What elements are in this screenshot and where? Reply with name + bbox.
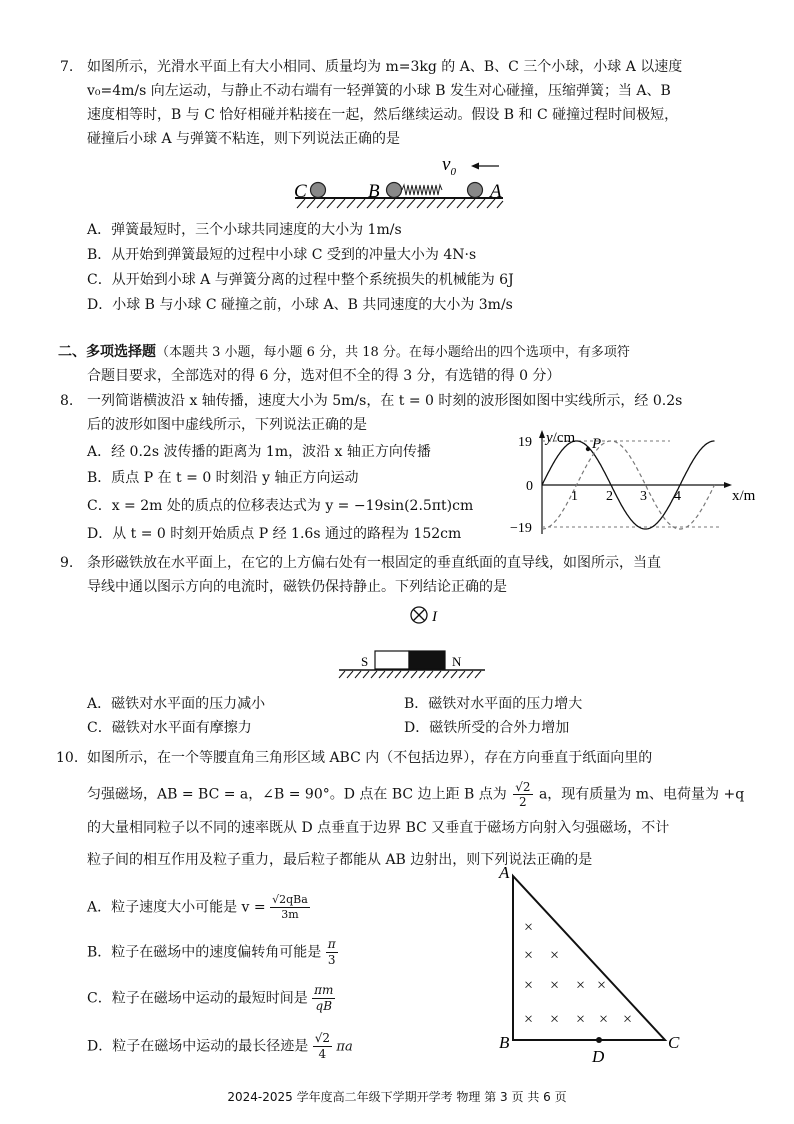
q8-label-p: P [592,436,602,452]
q9-label-s: S [361,654,369,669]
q9-label-n: N [452,654,462,669]
page-footer: 2024-2025 学年度高二年级下学期开学考 物理 第 3 页 共 6 页 [227,1090,567,1104]
q7-spring [402,185,442,195]
q10-option-d [87,1031,353,1062]
section2-title: 二、多项选择题 [58,344,156,360]
q10-option-a-text: A．粒子速度大小可能是 v = [87,899,266,916]
q10-option-c [87,983,335,1014]
q8-x-label: x/m [732,488,756,504]
q10-label-d: D [592,1047,605,1066]
q9-stem [87,551,661,599]
field-x-icon: × [524,977,534,994]
q8-tick-4: 4 [674,489,681,504]
q9-option-c: C．磁铁对水平面有摩擦力 [87,720,252,736]
q8-y-bottom-label: −19 [510,521,532,536]
q9-line-1: 条形磁铁放在水平面上，在它的上方偏右处有一根固定的垂直纸面的直导线，如图所示，当直 [87,555,661,571]
q10-option-d-text: D．粒子在磁场中运动的最长径迹是 [87,1038,309,1055]
field-x-icon: × [550,1011,560,1028]
q10-label-a: A [499,863,510,882]
q10-option-a-num: √2qBa [272,893,308,906]
field-x-icon: × [550,977,560,994]
q10-option-d-den: 4 [318,1047,327,1061]
q9-ground-hatch [339,671,481,678]
q10-number: 10. [56,750,79,766]
q10-option-a-den: 3m [281,908,299,921]
q7-line-3: 速度相等时，B 与 C 恰好相碰并粘接在一起，然后继续运动。假设 B 和 C 碰撞过程时间极短， [87,107,679,123]
q8-number: 8. [60,393,74,409]
q8-y-label: y/cm [546,430,576,446]
q7-ball-b [387,183,402,198]
q10-line-3: 的大量相同粒子以不同的速率既从 D 点垂直于边界 BC 又垂直于磁场方向射入匀强磁场，不计 [87,820,670,836]
q8-option-c: C．x = 2m 处的质点的位移表达式为 y = −19sin(2.5πt)cm [87,498,474,514]
q10-label-c: C [668,1033,680,1052]
q8-origin-label: 0 [526,479,533,494]
q7-label-c: C [294,181,307,202]
q7-figure [285,148,515,214]
q9-option-d: D．磁铁所受的合外力增加 [404,720,570,736]
q10-option-c-den: qB [315,999,333,1013]
q10-line-1: 如图所示，在一个等腰直角三角形区域 ABC 内（不包括边界），存在方向垂直于纸面向里的 [87,750,653,766]
q10-line-2-start: 匀强磁场，AB = BC = a，∠B = 90°。D 点在 BC 边上距 B 点为 [87,786,507,803]
q10-option-b-num: π [327,937,336,951]
section2-heading [58,340,630,365]
q9-option-b: B．磁铁对水平面的压力增大 [404,696,583,712]
q10-field-marks [524,919,632,1028]
q10-point-d [596,1037,602,1043]
q10-option-a-fraction [270,893,310,922]
q9-figure [335,600,495,682]
q7-v0-label: $v_0$ [442,154,456,178]
q8-line-2: 后的波形如图中虚线所示，下列说法正确的是 [87,417,367,433]
q8-x-arrow [724,482,732,488]
q10-option-b-den: 3 [327,953,336,967]
field-x-icon: × [576,1011,586,1028]
q7-label-a: A [490,181,502,202]
q7-stem [87,55,682,151]
q7-option-a: A．弹簧最短时，三个小球共同速度的大小为 1m/s [87,222,402,238]
q8-point-p [586,447,590,451]
q9-magnet-n-half [409,651,445,669]
q7-number: 7. [60,59,74,75]
field-x-icon: × [599,1011,609,1028]
field-x-icon: × [576,977,586,994]
q10-option-c-num: πm [314,983,334,997]
q10-option-d-fraction [313,1031,332,1062]
q8-option-a: A．经 0.2s 波传播的距离为 1m，波沿 x 轴正方向传播 [87,444,431,460]
q7-option-d: D．小球 B 与小球 C 碰撞之前，小球 A、B 共同速度的大小为 3m/s [87,297,513,313]
q7-ball-a [468,183,483,198]
q9-current-label: I [432,609,437,625]
q10-line-4: 粒子间的相互作用及粒子重力，最后粒子都能从 AB 边射出，则下列说法正确的是 [87,852,593,868]
section2-desc-2: 合题目要求，全部选对的得 6 分，选对但不全的得 3 分，有选错的得 0 分） [87,368,561,384]
q8-option-d: D．从 t = 0 时刻开始质点 P 经 1.6s 通过的路程为 152cm [87,526,462,542]
q7-arrow-head [471,163,479,170]
q10-frac-num: √2 [515,780,531,794]
q7-line-4: 碰撞后小球 A 与弹簧不粘连，则下列说法正确的是 [87,131,401,147]
q7-ball-c [311,183,326,198]
q8-wave-figure [500,430,770,542]
q10-option-a [87,893,310,922]
q7-label-b: B [368,181,380,202]
q7-line-1: 如图所示，光滑水平面上有大小相同、质量均为 m=3kg 的 A、B、C 三个小球，小球 A 以速度 [87,59,683,75]
q8-tick-2: 2 [606,489,613,504]
q8-option-b: B．质点 P 在 t = 0 时刻沿 y 轴正方向运动 [87,470,359,486]
q10-triangle-figure [493,858,693,1068]
q10-option-b [87,937,338,968]
q10-frac-den: 2 [519,795,527,809]
q9-option-a: A．磁铁对水平面的压力减小 [87,696,266,712]
q7-option-b: B．从开始到弹簧最短的过程中小球 C 受到的冲量大小为 4N·s [87,247,477,263]
q9-magnet-s-half [375,651,409,669]
q10-triangle [513,876,665,1040]
q7-ground-hatch [297,199,503,208]
q7-option-c: C．从开始到小球 A 与弹簧分离的过程中整个系统损失的机械能为 6J [87,272,514,288]
q10-option-b-text: B．粒子在磁场中的速度偏转角可能是 [87,944,322,961]
field-x-icon: × [524,947,534,964]
q7-line-2: v₀=4m/s 向左运动，与静止不动右端有一轻弹簧的小球 B 发生对心碰撞，压缩弹簧；当 A、B [87,83,671,99]
field-x-icon: × [524,919,534,936]
field-x-icon: × [623,1011,633,1028]
q8-tick-1: 1 [571,489,578,504]
q10-fraction-sqrt2-over-2 [513,780,532,809]
q10-option-d-tail: πa [336,1039,353,1055]
q8-line-1: 一列简谐横波沿 x 轴传播，速度大小为 5m/s，在 t = 0 时刻的波形图如图中实线所示，经 0.2s [87,393,683,409]
q10-option-c-text: C．粒子在磁场中运动的最短时间是 [87,990,308,1007]
q10-line-2-end: a，现有质量为 m、电荷量为 +q [538,786,745,803]
q8-tick-3: 3 [640,489,647,504]
q10-option-c-fraction [312,983,335,1014]
field-x-icon: × [597,977,607,994]
q10-option-b-fraction [326,937,338,968]
q8-y-arrow [539,430,545,438]
section2-desc-1: （本题共 3 小题，每小题 6 分，共 18 分。在每小题给出的四个选项中，有多项符 [156,345,630,360]
q10-label-b: B [499,1033,510,1052]
current-into-page-icon [411,607,427,623]
q10-option-d-num: √2 [314,1031,330,1045]
field-x-icon: × [524,1011,534,1028]
q9-line-2: 导线中通以图示方向的电流时，磁铁仍保持静止。下列结论正确的是 [87,579,507,595]
q10-line-2 [87,780,744,809]
q8-y-top-label: 19 [518,435,532,450]
field-x-icon: × [550,947,560,964]
q9-number: 9. [60,555,74,571]
